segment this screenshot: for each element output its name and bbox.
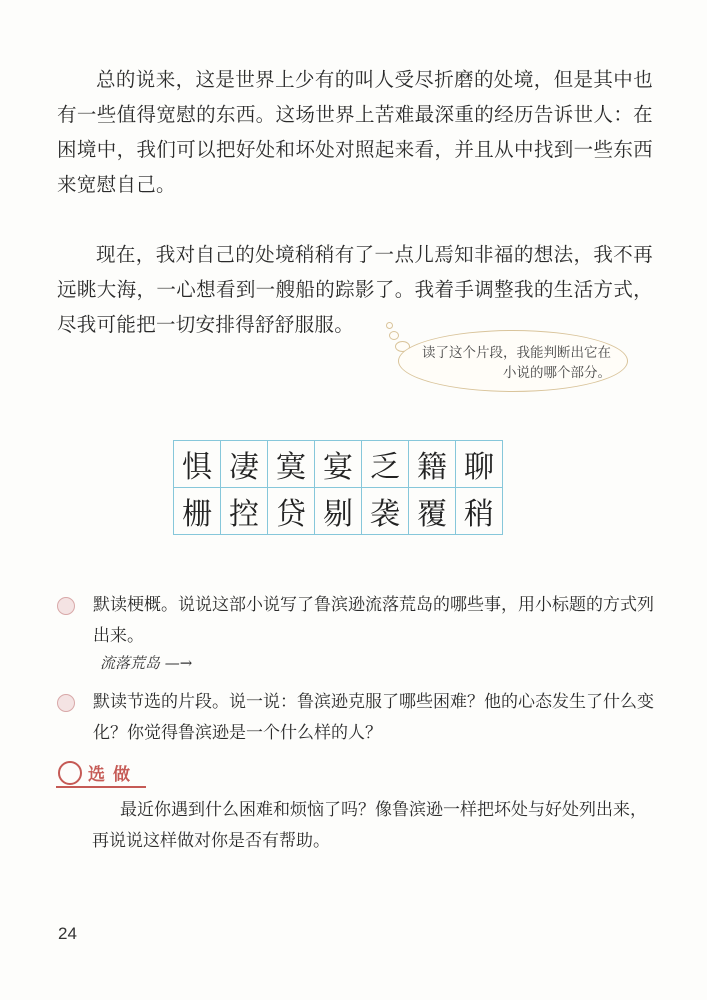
thought-bubble bbox=[398, 330, 628, 392]
page-number: 24 bbox=[58, 924, 77, 943]
question-2 bbox=[57, 687, 657, 749]
optional-label: 选做 bbox=[88, 765, 138, 785]
optional-heading bbox=[56, 760, 146, 788]
character-cell: 聊 bbox=[456, 441, 503, 488]
optional-text: 最近你遇到什么困难和烦恼了吗？像鲁滨逊一样把坏处与好处列出来，再说说这样做对你是否有帮助。 bbox=[92, 800, 647, 851]
passage-paragraph-2: 现在，我对自己的处境稍稍有了一点儿焉知非福的想法，我不再远眺大海，一心想看到一艘船的踪影了。我着手调整我的生活方式，尽我可能把一切安排得舒舒服服。 bbox=[57, 243, 653, 336]
question-1 bbox=[57, 590, 657, 652]
question-text: 默读梗概。说说这部小说写了鲁滨逊流落荒岛的哪些事，用小标题的方式列出来。 bbox=[93, 595, 654, 646]
character-cell: 籍 bbox=[409, 441, 456, 488]
thought-dot-medium bbox=[389, 331, 399, 340]
question-number-icon bbox=[57, 597, 75, 615]
character-cell: 寞 bbox=[268, 441, 315, 488]
character-cell: 剔 bbox=[315, 488, 362, 535]
optional-icon bbox=[58, 761, 82, 785]
character-cell: 覆 bbox=[409, 488, 456, 535]
character-cell: 袭 bbox=[362, 488, 409, 535]
character-row-2 bbox=[174, 488, 503, 535]
passage-paragraph-1: 总的说来，这是世界上少有的叫人受尽折磨的处境，但是其中也有一些值得宽慰的东西。这场世界上苦难最深重的经历告诉世人：在困境中，我们可以把好处和坏处对照起来看，并且从中找到一些东西来宽慰自己。 bbox=[57, 68, 653, 196]
character-row-1 bbox=[174, 441, 503, 488]
character-cell: 宴 bbox=[315, 441, 362, 488]
flow-example: 流落荒岛 —→ bbox=[100, 654, 193, 672]
question-number-icon bbox=[57, 694, 75, 712]
thought-bubble-text: 读了这个片段，我能判断出它在小说的哪个部分。 bbox=[422, 345, 611, 381]
character-grid bbox=[173, 440, 503, 535]
character-cell: 惧 bbox=[174, 441, 221, 488]
character-cell: 贷 bbox=[268, 488, 315, 535]
question-text: 默读节选的片段。说一说：鲁滨逊克服了哪些困难？他的心态发生了什么变化？你觉得鲁滨逊是一个什么样的人？ bbox=[93, 692, 654, 743]
thought-dot-small bbox=[386, 322, 393, 329]
character-cell: 栅 bbox=[174, 488, 221, 535]
character-cell: 凄 bbox=[221, 441, 268, 488]
character-cell: 乏 bbox=[362, 441, 409, 488]
character-cell: 控 bbox=[221, 488, 268, 535]
character-cell: 稍 bbox=[456, 488, 503, 535]
